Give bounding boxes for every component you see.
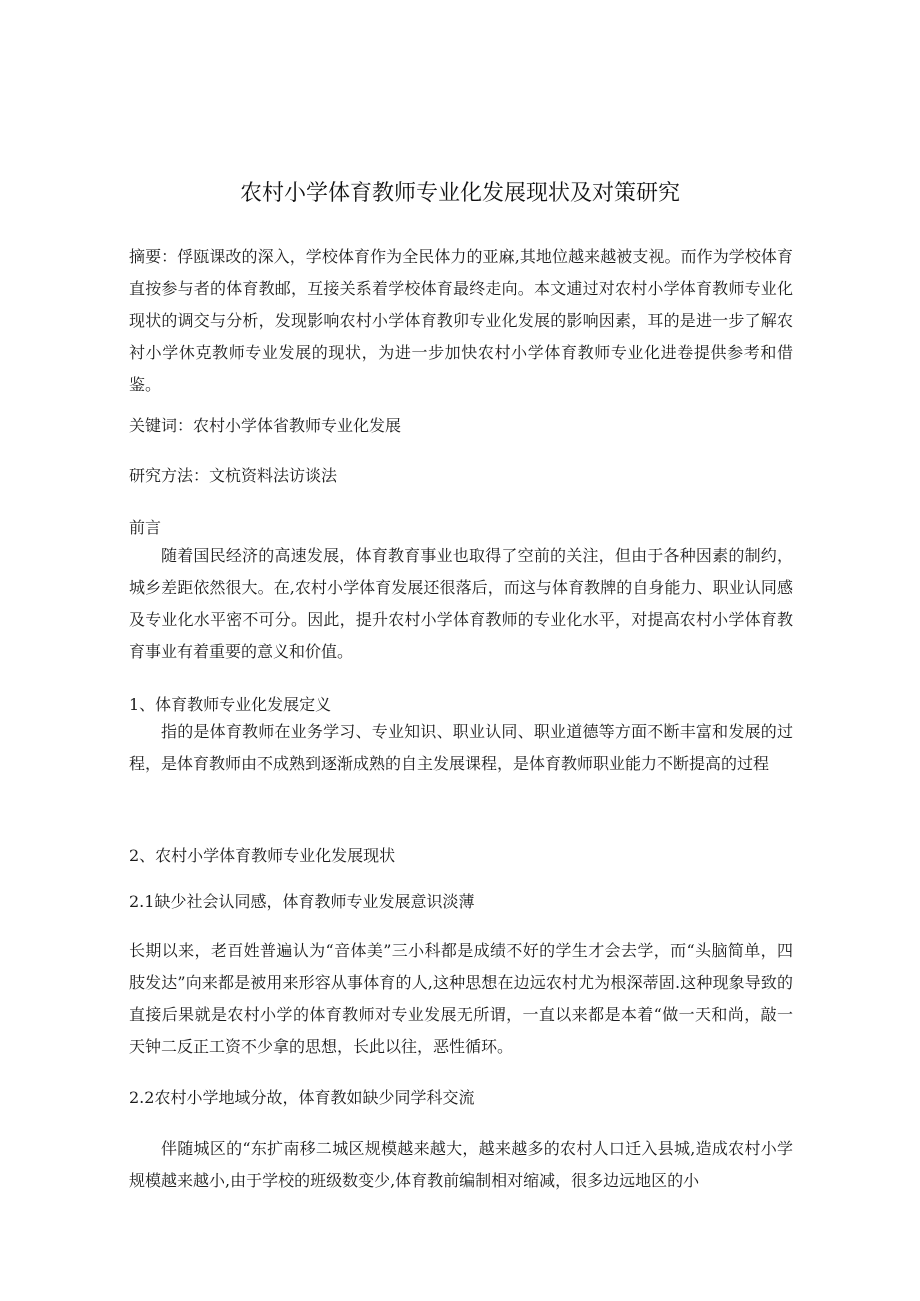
section-2-2-heading: 2.2农村小学地域分故，体育教如缺少同学科交流 (129, 1088, 475, 1107)
section-2-2-paragraph: 伴随城区的“东扩南移二城区规模越来越大，越来越多的农村人口迁入县城,造成农村小学规模越来越小,由于学校的班级数变少,体育教前编制相对缩减，很多边远地区的小 (129, 1139, 793, 1190)
preface-heading: 前言 (129, 518, 162, 537)
document-title: 农村小学体育教师专业化发展现状及对策研究 (239, 181, 680, 206)
section-1-paragraph: 指的是体育教师在业务学习、专业知识、职业认同、职业道德等方面不断丰富和发展的过程，是体育教师由不成熟到逐渐成熟的自主发展课程，是体育教师职业能力不断提高的过程 (129, 722, 793, 773)
preface-paragraph: 随着国民经济的高速发展，体育教育事业也取得了空前的关注，但由于各种因素的制约，城乡差距依然很大。在,农村小学体育发展还很落后，而这与体育教牌的自身能力、职业认同感及专业化水平密不可分。因此，提升农村小学体育教师的专业化水平，对提高农村小学体育教育事业有着重要的意义和价值。 (129, 546, 793, 661)
keywords-line: 关键词：农村小学体省教师专业化发展 (129, 416, 402, 435)
abstract-paragraph: 摘要：俘瓯课改的深入，学校体育作为全民体力的亚麻,其地位越来越被支视。而作为学校体育直按参与者的体育教邮，互接关系着学校体育最终走向。本文逋过对农村小学体育教师专业化现状的调交与分析，发现影响农村小学体育教卯专业化发展的影响因素，耳的是进一步了解农衬小学休克教师专业发展的现状，为进一步加快农村小学体育教师专业化进卷提供参考和借鉴。 (129, 247, 793, 394)
methods-line: 研究方法：文杭资料法访谈法 (129, 466, 338, 485)
section-2-1-paragraph: 长期以来，老百姓普遍认为“音体美”三小科都是成绩不好的学生才会去学，而“头脑简单，四肢发达”向来都是被用来形容从事体育的人,这种思想在边远农村尤为根深蒂固.这种现象导致的直接后果就是农村小学的体育教师对专业发展无所谓，一直以来都是本着“做一天和尚，敲一天钟二反正工资不少拿的思想，长此以往，恶性循环。 (129, 941, 793, 1056)
section-1-heading: 1、体育教师专业化发展定义 (129, 695, 332, 714)
section-2-1-heading: 2.1缺少社会认同感，体育教师专业发展意识淡薄 (129, 892, 475, 911)
section-2-heading: 2、农村小学体育教师专业化发展现状 (129, 846, 396, 865)
